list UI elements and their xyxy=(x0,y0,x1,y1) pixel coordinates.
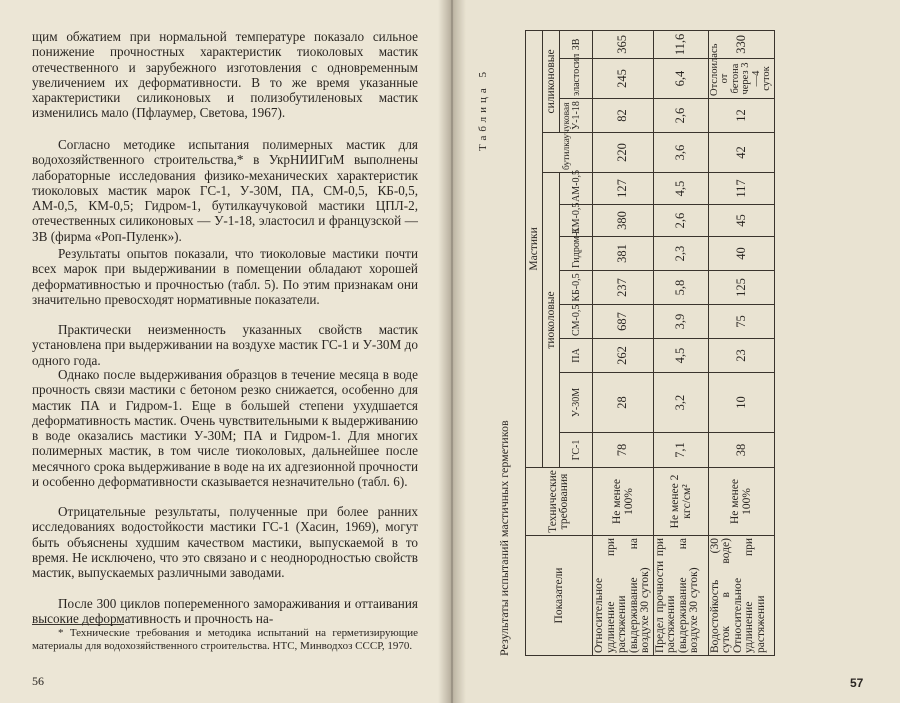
table-row xyxy=(653,30,708,655)
brand-header: СМ-0,5 xyxy=(560,305,593,339)
value-cell: 78 xyxy=(593,433,654,468)
value-cell: 4,5 xyxy=(653,173,708,205)
value-cell: 3,9 xyxy=(653,305,708,339)
table-row xyxy=(708,30,774,655)
value-cell: 262 xyxy=(593,339,654,373)
value-cell: 42 xyxy=(708,133,774,173)
value-cell: 40 xyxy=(708,237,774,271)
value-cell: 220 xyxy=(593,133,654,173)
value-cell: 3,2 xyxy=(653,373,708,433)
value-cell: 3,6 xyxy=(653,133,708,173)
header-thiokol: тиоколовые xyxy=(543,173,560,468)
value-cell: 45 xyxy=(708,205,774,237)
header-butyl: бутилкаучуковая xyxy=(543,133,593,173)
brand-header: ПА xyxy=(560,339,593,373)
indicator-cell: Относительное удлинение при растяжении (выдерживание на воздухе 30 суток) xyxy=(593,536,654,656)
brand-header: КМ-0,5 xyxy=(560,205,593,237)
header-indicators: Показатели xyxy=(526,536,593,656)
value-cell: 381 xyxy=(593,237,654,271)
table-row xyxy=(593,30,654,655)
brand-header: ГС-1 xyxy=(560,433,593,468)
value-cell: 11,6 xyxy=(653,30,708,58)
header-silicone: силиконовые xyxy=(543,30,560,132)
value-cell: 245 xyxy=(593,59,654,99)
value-cell: 687 xyxy=(593,305,654,339)
page-number-left: 56 xyxy=(32,674,44,688)
book-gutter xyxy=(438,0,466,703)
requirement-cell: Не менее 100% xyxy=(708,468,774,536)
brand-header: ЗВ xyxy=(560,30,593,58)
value-cell: 330 xyxy=(708,30,774,58)
table-label: Таблица 5 xyxy=(477,67,489,151)
value-cell: 10 xyxy=(708,373,774,433)
paragraph-2: Согласно методике испытания полимерных мастик для водохозяйственного строительства,* в УкрНИИГиМ выполнены лабораторные исследования физико-механических характеристик тиоколовых мастик марок ГС-1, У-30М, ПА, СМ-0,5, КБ-0,5, АМ-0,5, КМ-0,5; Гидром-1, бутилкаучуковой мастики ЦПЛ-2, отечественных силиконовых — У-1-18, эластосил и французской — ЗВ (фирма «Роп-Пуленк»). xyxy=(32,137,418,244)
value-cell: 2,3 xyxy=(653,237,708,271)
header-mastics: Мастики xyxy=(526,30,543,467)
paragraph-4: Практически неизменность указанных свойств мастик установлена при выдерживании на воздухе мастик ГС-1 и У-30М до одного года. xyxy=(32,322,418,368)
brand-header: КБ-0,5 xyxy=(560,271,593,305)
paragraph-5: Однако после выдерживания образцов в течение месяца в воде прочность связи мастики с бетоном резко снижается, особенно для мастик ПА и Гидром-1. Еще в большей степени ухудшается деформативность мастик. Очень чувствительными к выдерживанию в воде оказались мастики У-30М; ПА и Гидром-1. Для многих полимерных мастик, в том числе тиоколовых, дальнейшее после месячного срока выдерживание в воде на их адгезионной прочности и особенно деформативности сказывается незначительно (табл. 6). xyxy=(32,367,418,490)
paragraph-1: щим обжатием при нормальной температуре показало сильное понижение прочностных характеристик тиоколовых мастик отечественного и зарубежного изготовления с одновременным увеличением их деформативности. В то же время указанные характеристики силиконовых и полизобутиленовых мастик изменились мало (Пфлаумер, Светова, 1967). xyxy=(32,29,418,121)
value-cell: 2,6 xyxy=(653,99,708,133)
paragraph-7: После 300 циклов попеременного замораживания и оттаивания высокие деформативность и прочность на- xyxy=(32,596,418,627)
brand-header: эластосил xyxy=(560,59,593,99)
value-cell: Отслоилась от бетона через 3—4 суток xyxy=(708,59,774,99)
table-title: Результаты испытаний мастичных герметиков xyxy=(497,420,511,656)
footnote: * Технические требования и методика испытаний на герметизирующие материалы для водохозяйственного строительства. НТС, Минводхоз СССР, 1970. xyxy=(32,627,418,652)
brand-header: Гидром-1 xyxy=(560,237,593,271)
value-cell: 6,4 xyxy=(653,59,708,99)
requirement-cell: Не менее 100% xyxy=(593,468,654,536)
brand-header: У-30М xyxy=(560,373,593,433)
value-cell: 82 xyxy=(593,99,654,133)
value-cell: 237 xyxy=(593,271,654,305)
results-table xyxy=(525,30,775,656)
value-cell: 125 xyxy=(708,271,774,305)
value-cell: 2,6 xyxy=(653,205,708,237)
value-cell: 4,5 xyxy=(653,339,708,373)
footnote-divider xyxy=(32,624,124,625)
value-cell: 7,1 xyxy=(653,433,708,468)
brand-header: У-1-18 xyxy=(560,99,593,133)
value-cell: 5,8 xyxy=(653,271,708,305)
requirement-cell: Не менее 2 кгс/см² xyxy=(653,468,708,536)
paragraph-6: Отрицательные результаты, полученные при более ранних исследованиях водостойкости мастики ГС-1 (Хасин, 1969), могут быть объяснены худшим качеством мастики, выпускаемой в то время. Не исключено, что это связано и с неоднородностью свойств мастик, выпускаемых различными заводами. xyxy=(32,504,418,581)
value-cell: 127 xyxy=(593,173,654,205)
paragraph-3: Результаты опытов показали, что тиоколовые мастики почти всех марок при выдерживании в помещении обладают хорошей деформативностью и прочностью (табл. 5). По этим признакам они значительно превосходят нормативные показатели. xyxy=(32,246,418,307)
value-cell: 38 xyxy=(708,433,774,468)
value-cell: 12 xyxy=(708,99,774,133)
value-cell: 365 xyxy=(593,30,654,58)
indicator-cell: Предел прочности при растяжении (выдерживание на воздухе 30 суток) xyxy=(653,536,708,656)
rotated-table-block xyxy=(477,31,875,656)
value-cell: 380 xyxy=(593,205,654,237)
page-number-right: 57 xyxy=(850,676,864,690)
brand-header: АМ-0,5 xyxy=(560,173,593,205)
value-cell: 75 xyxy=(708,305,774,339)
header-requirements: Технические требования xyxy=(526,468,593,536)
value-cell: 23 xyxy=(708,339,774,373)
value-cell: 117 xyxy=(708,173,774,205)
value-cell: 28 xyxy=(593,373,654,433)
indicator-cell: Водостойкость (30 суток в воде) Относительное удлинение при растяжении xyxy=(708,536,774,656)
